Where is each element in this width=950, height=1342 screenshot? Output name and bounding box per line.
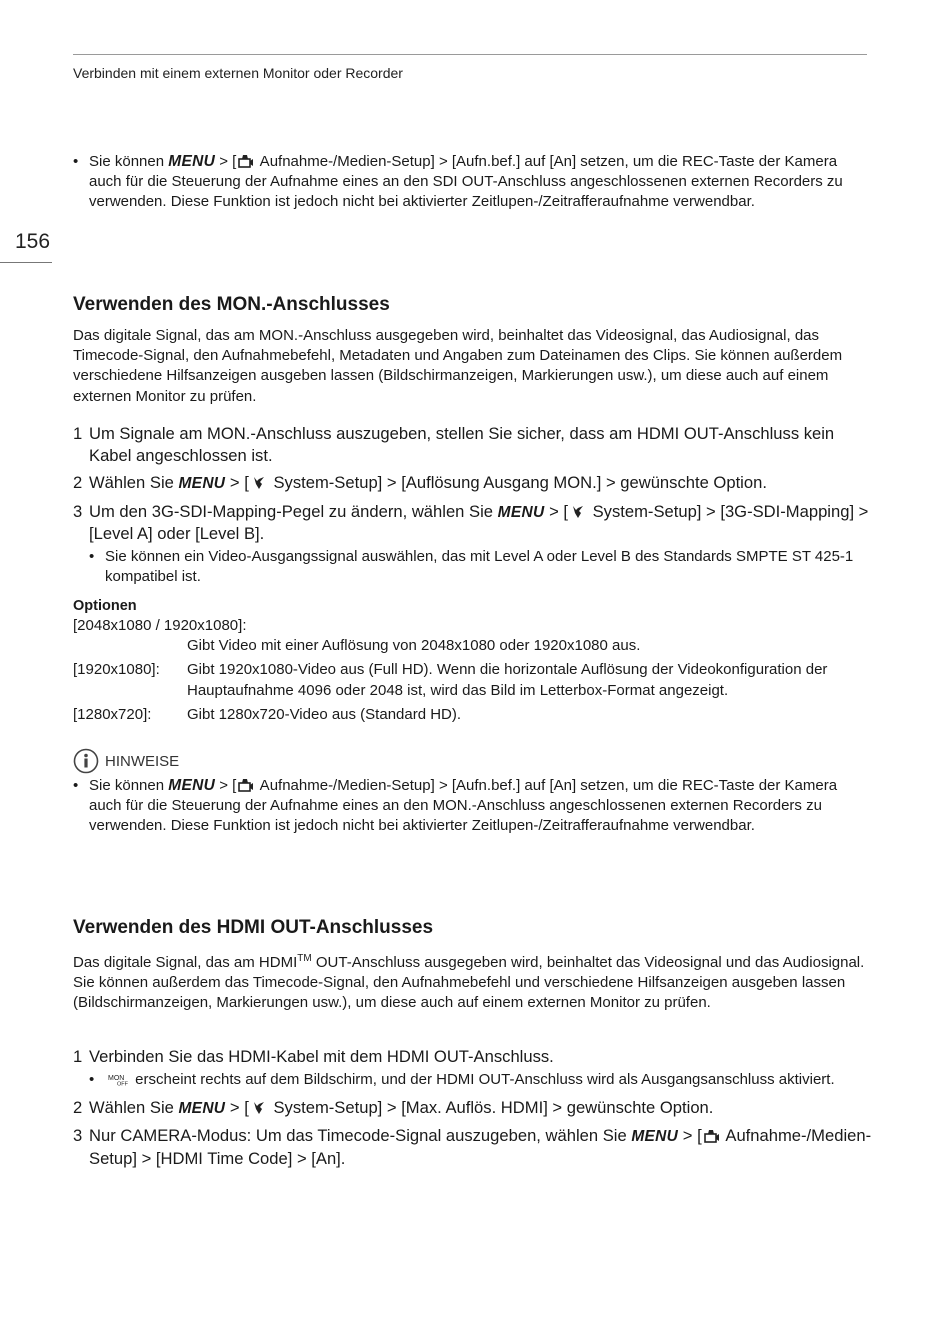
menu-icon: MENU xyxy=(497,503,545,521)
options-title: Optionen xyxy=(73,598,137,614)
notes-block xyxy=(73,748,873,837)
hdmi-intro: Das digitale Signal, das am HDMI™ OUT-Anschluss ausgegeben wird, beinhaltet das Videosignal und das Audiosignal. Sie können außerdem das Timecode-Signal, den Aufnahmebefehl und verschiedene Hilfsanzeigen ausgeben lassen (Bildschirmanzeigen, Markierungen usw.), um diese auch auf einem externen Monitor zu prüfen. xyxy=(73,953,865,1012)
mon-intro-block xyxy=(73,326,873,407)
svg-text:MON: • MON xyxy=(108,1074,125,1082)
menu-icon: MENU xyxy=(178,475,226,492)
svg-text:OFF: OFF xyxy=(117,1081,128,1086)
mon-step-2: 2 Wählen Sie MENU > [ System-Setup] > [Auflösung Ausgang MON.] > gewünschte Option. xyxy=(73,473,767,492)
hdmi-step-1: 1 Verbinden Sie das HDMI-Kabel mit dem HDMI OUT-Anschluss. xyxy=(73,1047,554,1066)
option-key: [2048x1080 / 1920x1080]: xyxy=(73,617,247,634)
mon-heading: Verwenden des MON.-Anschlusses xyxy=(73,294,390,315)
camera-setup-icon xyxy=(238,778,254,792)
option-value: Gibt 1920x1080-Video aus (Full HD). Wenn die horizontale Auflösung der Videokonfiguration der Hauptaufnahme 4096 oder 2048 ist, wird das Bild im Letterbox-Format angezeigt. xyxy=(187,661,828,699)
notes-item: • Sie können MENU > [ Aufnahme-/Medien-Setup] > [Aufn.bef.] auf [An] setzen, um die REC-Taste der Kamera auch für die Steuerung der Aufnahme eines an den MON.-Anschluss angeschlossenen externen Recorders zu verwenden. Diese Funktion ist jedoch nicht bei aktivierter Zeitlupen-/Zeitrafferaufnahme verwendbar. xyxy=(73,776,873,837)
hdmi-intro-block xyxy=(73,949,873,1014)
mon-off-icon xyxy=(107,1072,129,1086)
option-key: [1280x720]: xyxy=(73,705,152,723)
option-key: [1920x1080]: xyxy=(73,661,160,679)
menu-icon: MENU xyxy=(631,1128,679,1146)
mon-step-3-bullet: • Sie können ein Video-Ausgangssignal auswählen, das mit Level A oder Level B des Standards SMPTE ST 425-1 kompatibel ist. xyxy=(89,547,873,587)
wrench-setup-icon xyxy=(570,505,586,519)
hdmi-heading: Verwenden des HDMI OUT-Anschlusses xyxy=(73,917,434,938)
mon-section xyxy=(73,294,873,316)
top-note: • Sie können MENU > [ Aufnahme-/Medien-Setup] > [Aufn.bef.] auf [An] setzen, um die REC-Taste der Kamera auch für die Steuerung der Aufnahme eines an den SDI OUT-Anschluss angeschlossenen externen Recorders zu verwenden. Diese Funktion ist jedoch nicht bei aktivierter Zeitlupen-/Zeitrafferaufnahme verwendbar. xyxy=(73,152,873,213)
mon-intro: Das digitale Signal, das am MON.-Anschluss ausgegeben wird, beinhaltet das Videosignal, das Audiosignal, das Timecode-Signal, den Aufnahmebefehl, Metadaten und Angaben zum Dateinamen des Clips. Sie können außerdem verschiedene Hilfsanzeigen ausgeben lassen (Bildschirmanzeigen, Markierungen usw.), um diese auch auf einem externen Monitor zu prüfen. xyxy=(73,327,843,405)
options-block xyxy=(73,598,873,725)
menu-icon: MENU xyxy=(168,777,216,794)
running-head: Verbinden mit einem externen Monitor oder Recorder xyxy=(73,65,403,81)
hdmi-step-1-bullet: • MON OFF erscheint rechts auf dem Bildschirm, und der HDMI OUT-Anschluss wird als Ausgangsanschluss aktiviert. xyxy=(89,1070,873,1090)
menu-icon: MENU xyxy=(178,1099,226,1117)
menu-icon: MENU xyxy=(168,153,216,170)
hdmi-step-3: 3 Nur CAMERA-Modus: Um das Timecode-Signal auszugeben, wählen Sie MENU > [ Aufnahme-/Medien-Setup] > [HDMI Time Code] > [An]. xyxy=(73,1126,872,1168)
page-number-rule xyxy=(0,262,52,263)
header-rule xyxy=(73,54,867,55)
hdmi-step-2: 2 Wählen Sie MENU > [ System-Setup] > [Max. Auflös. HDMI] > gewünschte Option. xyxy=(73,1097,714,1117)
option-row xyxy=(73,616,873,656)
camera-setup-icon xyxy=(238,154,254,168)
option-value: Gibt 1280x720-Video aus (Standard HD). xyxy=(187,705,462,723)
info-icon xyxy=(73,748,99,774)
mon-step-3: 3 Um den 3G-SDI-Mapping-Pegel zu ändern, wählen Sie MENU > [ System-Setup] > [3G-SDI-Mapping] > [Level A] oder [Level B]. xyxy=(73,501,869,543)
option-row xyxy=(73,705,873,725)
mon-steps xyxy=(73,423,873,587)
notes-label: HINWEISE xyxy=(105,752,180,770)
page-number: 156 xyxy=(15,230,51,253)
wrench-setup-icon xyxy=(251,1101,267,1115)
camera-setup-icon xyxy=(704,1129,720,1143)
notes-header xyxy=(73,748,873,774)
mon-step-1: 1 Um Signale am MON.-Anschluss auszugeben, stellen Sie sicher, dass am HDMI OUT-Anschluss kein Kabel angeschlossen ist. xyxy=(73,424,835,465)
wrench-setup-icon xyxy=(251,476,267,490)
hdmi-steps xyxy=(73,1046,873,1169)
option-value: Gibt Video mit einer Auflösung von 2048x1080 oder 1920x1080 aus. xyxy=(187,637,641,655)
hdmi-section xyxy=(73,917,873,939)
option-row xyxy=(73,660,873,700)
